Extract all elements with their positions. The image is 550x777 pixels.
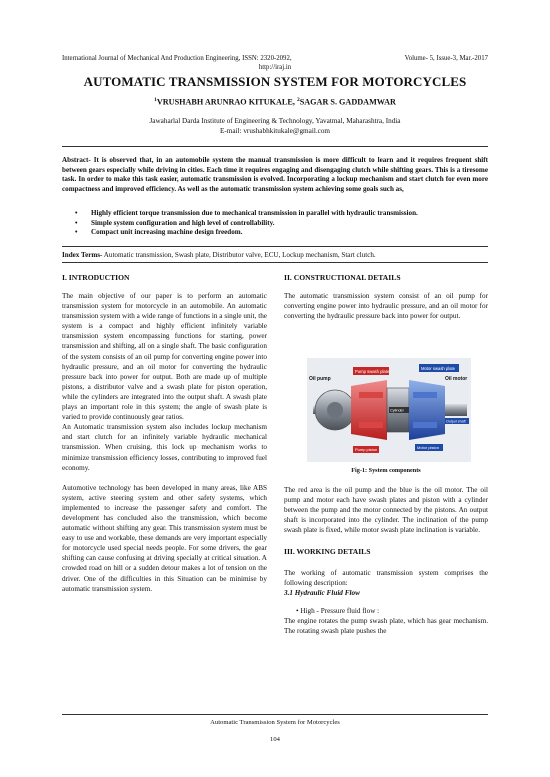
working-bullet-text: High - Pressure fluid flow : xyxy=(300,606,380,615)
abstract-bullet: • Highly efficient torque transmission due to mechanical transmission in parallel with hydraulic transmission. xyxy=(62,209,488,219)
intro-paragraph-2: An Automatic transmission system also includes lockup mechanism and start clutch for an infinitely variable hydraulic mechanical transmission. When cruising, this lock up mechanism works to minimize transmission efficiency losses, contributing to improved fuel economy. xyxy=(62,423,267,472)
label-pump-piston: Pump piston xyxy=(355,447,378,452)
index-terms-label: Index Terms- xyxy=(62,251,103,259)
constr-paragraph-1: The automatic transmission system consist of an oil pump for converting engine power into hydraulic pressure, and an oil motor for converting the hydraulic pressure back into power for output. xyxy=(284,292,488,321)
abstract-bullets xyxy=(62,209,488,238)
journal-info: International Journal of Mechanical And Production Engineering, ISSN: 2320-2092, xyxy=(62,55,292,62)
index-terms-text: Automatic transmission, Swash plate, Distributor valve, ECU, Lockup mechanism, Start clutch. xyxy=(102,251,376,259)
label-motor-swash-plate: Motor swash plate xyxy=(421,366,455,371)
subsection-heading: 3.1 Hydraulic Fluid Flow xyxy=(284,588,360,597)
divider-footer xyxy=(62,714,488,715)
left-column xyxy=(62,291,267,594)
section-heading-introduction: I. INTRODUCTION xyxy=(62,273,130,282)
system-components-figure xyxy=(307,358,471,462)
abstract xyxy=(62,156,488,194)
intro-paragraph-3: Automotive technology has been developed in many areas, like ABS system, active steering system and other safety systems, which implemented to increase the passenger safety and comfort. The development has concluded also the transmission, which become automatic without shifting any gear. This transmission system must be easy to use and workable, these demands are very important especially for motorcycle used special needs people. For some drivers, the gear shifting can cause confusing at driving specially at critical situation. A crowded road on hill or a sudden detour makes a lot of tension on the driver. One of the difficulties in this Situation can be minimise by automatic transmission system. xyxy=(62,483,267,593)
divider-top xyxy=(62,146,488,147)
section-heading-working: III. WORKING DETAILS xyxy=(284,547,371,557)
author-2-sup: 2 xyxy=(296,97,300,103)
label-pump-swash-plate: Pump swash plate xyxy=(355,369,390,374)
author-1: VRUSHABH ARUNRAO KITUKALE, xyxy=(156,97,297,107)
abstract-label: Abstract- xyxy=(62,156,91,164)
working-paragraph-2: The engine rotates the pump swash plate, which has gear mechanism. The rotating swash plate pushes the xyxy=(284,616,488,636)
affiliation: Jawaharlal Darda Institute of Engineering & Technology, Yavatmal, Maharashtra, India xyxy=(149,117,401,125)
intro-paragraph-1: The main objective of our paper is to perform an automatic transmission system for motorcycle in an automobile. An automatic transmission system with a wide range of functions in a single unit, the system is a compact and highly efficient infinitely variable transmission system encompassing functions for starting, power transmission and shifting, all on a single shaft. The basic configuration of the system consists of an oil pump for converting engine power into hydraulic pressure, and an oil motor for converting the hydraulic pressure back into power for output. Both are made up of multiple pistons, a distributor valve and a swash plate for piston operation, while the cylinders are integrated into the output shaft. A swash plate plays an important role in this system; the angle of swash plate is varied to provide continuously gear ratios. xyxy=(62,292,267,422)
constr-paragraph-2: The red area is the oil pump and the blue is the oil motor. The oil pump and motor each have swash plates and piston with a cylinder between the pump and the motor connected by the pistons. An output shaft is incorporated into the cylinder. The inclination of the pump swash plate is fixed, while motor swash plate inclination is variable. xyxy=(284,486,488,535)
right-column-lower xyxy=(284,485,488,636)
page-number: 104 xyxy=(270,736,280,743)
working-paragraph-1: The working of automatic transmission system comprises the following description: xyxy=(284,568,488,587)
abstract-bullet: • Simple system configuration and high level of controllability. xyxy=(62,219,488,229)
section-heading-constructional: II. CONSTRUCTIONAL DETAILS xyxy=(284,273,401,282)
paper-title: AUTOMATIC TRANSMISSION SYSTEM FOR MOTORCYCLES xyxy=(83,74,467,89)
transmission-diagram xyxy=(307,358,471,462)
running-footer: Automatic Transmission System for Motorcycles xyxy=(210,719,340,726)
divider-index-bottom xyxy=(62,262,488,263)
journal-url[interactable]: http://iraj.in xyxy=(258,64,292,71)
author-email: E-mail: vrushabhkitukale@gmail.com xyxy=(219,127,330,135)
figure-caption: Fig-1: System components xyxy=(351,467,421,474)
abstract-bullet: • Compact unit increasing machine design freedom. xyxy=(62,228,488,238)
volume-info: Volume- 5, Issue-3, Mar.-2017 xyxy=(404,55,488,62)
author-1-sup: 1 xyxy=(154,97,157,103)
abstract-text: It is observed that, in an automobile system the manual transmission is more difficult to learn and it requires frequent shift between gears especially while driving in cities. Each time it requires engaging and disengaging clutch while shifting gears. This is a tiresome task. In order to make this task easier, automatic transmission is evolved. Incorporating a lockup mechanism and start clutch for even more compactness and improved efficiency. As well as the automatic transmission system achieving some goals such as, xyxy=(62,156,488,193)
index-terms xyxy=(62,251,488,259)
label-oil-pump: Oil pump xyxy=(309,376,331,382)
label-cylinder: Cylinder xyxy=(390,408,404,413)
author-2: SAGAR S. GADDAMWAR xyxy=(299,97,396,107)
label-oil-motor: Oil motor xyxy=(445,376,468,382)
working-bullet: • High - Pressure fluid flow : xyxy=(296,606,380,615)
label-motor-piston: Motor piston xyxy=(417,445,440,450)
author-line xyxy=(0,97,550,107)
label-output-shaft: Output shaft xyxy=(446,419,466,424)
divider-index-top xyxy=(62,246,488,247)
